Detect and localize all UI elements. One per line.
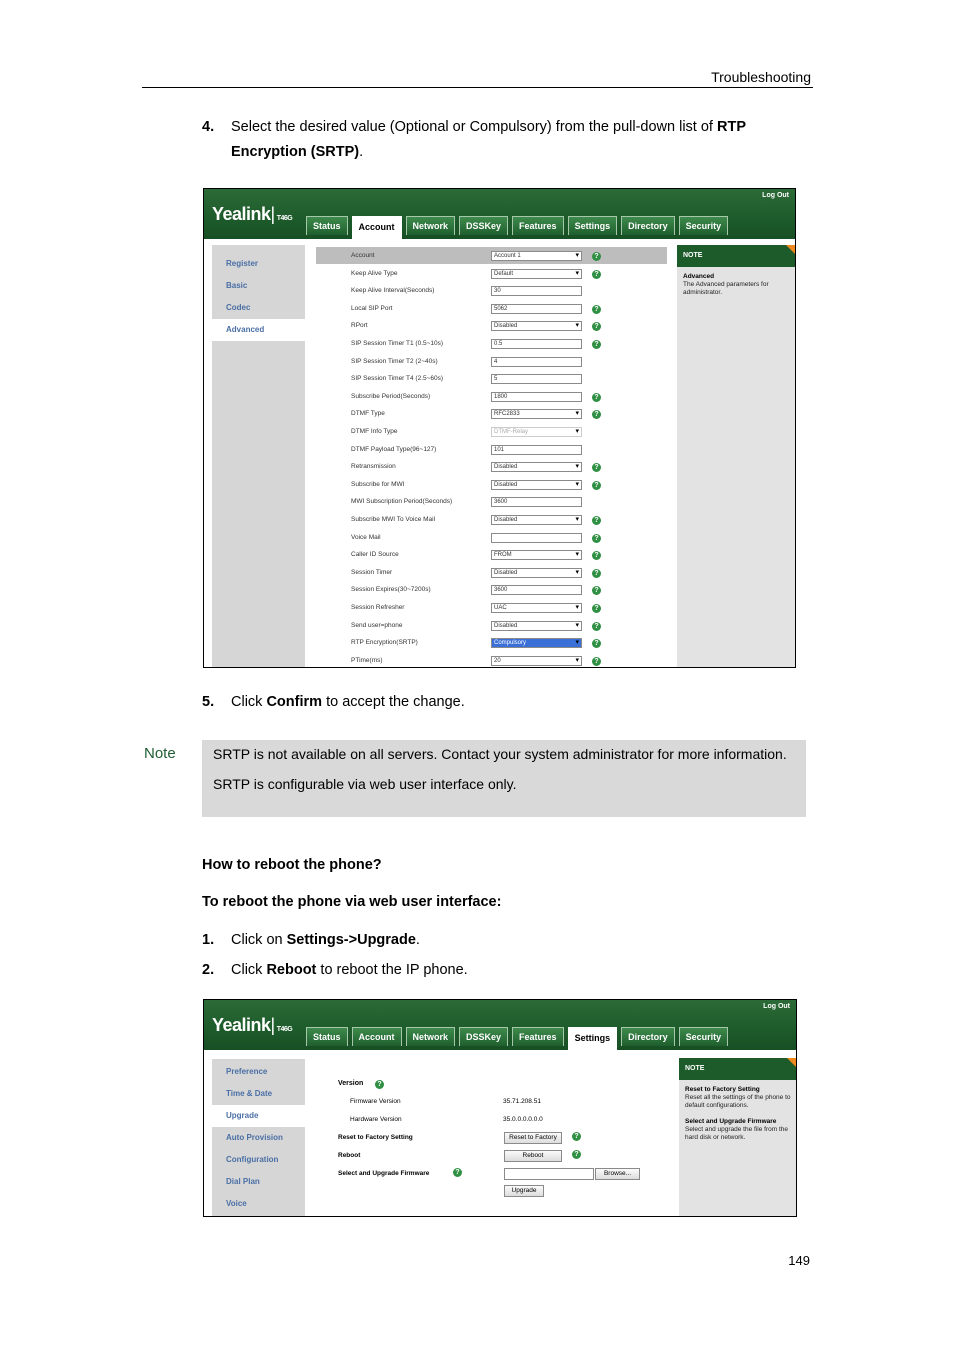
tab-status[interactable]: Status [306, 1027, 348, 1046]
sidebar-item-dial-plan[interactable]: Dial Plan [226, 1177, 260, 1186]
tab-account[interactable]: Account [352, 1027, 402, 1046]
note-panel [677, 245, 796, 668]
step-number: 1. [202, 932, 215, 948]
sidebar-item-time-date[interactable]: Time & Date [226, 1089, 273, 1098]
help-icon[interactable]: ? [592, 604, 601, 613]
upgrade-label: Select and Upgrade Firmware [338, 1170, 430, 1177]
help-icon[interactable]: ? [592, 516, 601, 525]
screenshot-account-advanced [203, 188, 796, 668]
form-row-label: DTMF Payload Type(96~127) [351, 445, 437, 453]
note-line: SRTP is configurable via web user interface only. [213, 776, 517, 792]
form-row-label: Send user=phone [351, 621, 403, 629]
note-label: Note [144, 745, 176, 762]
form-row-label: SIP Session Timer T2 (2~40s) [351, 357, 438, 365]
note-heading: Reset to Factory Setting [685, 1086, 760, 1093]
form-row-select[interactable]: RFC2833 ▾ [491, 409, 582, 419]
form-row-input[interactable]: 3600 [491, 585, 582, 595]
form-row-label: SIP Session Timer T1 (0.5~10s) [351, 340, 444, 347]
form-row-input[interactable]: 4 [491, 357, 582, 367]
note-title: NOTE [677, 245, 796, 267]
form-row-input[interactable]: 5062 [491, 304, 582, 314]
tab-settings[interactable]: Settings [568, 1027, 618, 1050]
help-icon[interactable]: ? [592, 322, 601, 331]
help-icon[interactable]: ? [592, 569, 601, 578]
main-tabs [306, 216, 728, 239]
form-row-select[interactable]: Compulsory ▾ [491, 638, 582, 648]
note-body [677, 267, 796, 303]
step-text [231, 928, 801, 953]
hardware-value: 35.0.0.0.0.0.0 [503, 1116, 543, 1123]
step-number: 4. [202, 119, 215, 135]
step-bold-text: RTP Encryption (SRTP) [231, 119, 746, 160]
form-row-label: DTMF Type [351, 410, 385, 418]
note-box [202, 740, 806, 817]
form-row-label: Session Expires(30~7200s) [351, 586, 431, 594]
tab-dsskey[interactable]: DSSKey [459, 1027, 508, 1046]
form-row-input[interactable]: 0.5 [491, 339, 582, 349]
form-row-input[interactable]: 1800 [491, 392, 582, 402]
help-icon[interactable]: ? [592, 393, 601, 402]
sidebar-item-advanced[interactable]: Advanced [212, 319, 305, 341]
running-header: Troubleshooting [711, 69, 811, 85]
step-bold-text: Confirm [266, 694, 323, 710]
help-icon[interactable]: ? [592, 534, 601, 543]
model-text: T46G [276, 215, 293, 222]
main-tabs [306, 1027, 728, 1050]
form-row-input[interactable]: 101 [491, 445, 582, 455]
help-icon[interactable]: ? [592, 481, 601, 490]
help-icon[interactable]: ? [592, 551, 601, 560]
tab-directory[interactable]: Directory [621, 216, 675, 235]
version-label: Version [338, 1080, 364, 1087]
form-row-select[interactable]: Disabled ▾ [491, 621, 582, 631]
form-row-label: Session Refresher [351, 604, 405, 611]
tab-security[interactable]: Security [679, 216, 729, 235]
tab-account[interactable]: Account [352, 216, 402, 239]
form-row-label: Voice Mail [351, 533, 381, 541]
reset-factory-button[interactable]: Reset to Factory [504, 1132, 562, 1144]
yealink-logo: Yealink| T46G [212, 1015, 293, 1035]
tab-security[interactable]: Security [679, 1027, 729, 1046]
form-row-input[interactable]: 5 [491, 374, 582, 384]
form-row-label: Caller ID Source [351, 551, 399, 559]
form-row-label: Keep Alive Type [351, 269, 398, 277]
sidebar [212, 1059, 305, 1217]
help-icon[interactable]: ? [592, 410, 601, 419]
tab-network[interactable]: Network [406, 1027, 456, 1046]
section-question: How to reboot the phone? [202, 857, 382, 873]
reboot-button[interactable]: Reboot [504, 1150, 562, 1162]
note-panel [679, 1058, 797, 1217]
reset-label: Reset to Factory Setting [338, 1134, 413, 1141]
form-row-select[interactable]: Disabled ▾ [491, 321, 582, 331]
note-body [679, 1080, 797, 1148]
help-icon[interactable]: ? [592, 252, 601, 261]
form-row-label: Local SIP Port [351, 304, 393, 312]
form-row-select[interactable]: Default ▾ [491, 269, 582, 279]
firmware-file-input[interactable] [504, 1168, 594, 1180]
firmware-value: 35.71.208.51 [503, 1098, 541, 1105]
page-number: 149 [788, 1253, 810, 1268]
sidebar-item-codec[interactable]: Codec [226, 303, 251, 312]
header-rule [142, 87, 813, 88]
form-row-select[interactable]: UAC ▾ [491, 603, 582, 613]
sidebar-item-voice[interactable]: Voice [226, 1199, 247, 1208]
form-row-label: DTMF Info Type [351, 428, 398, 435]
form-row-label: RPort [351, 322, 368, 330]
form-row-select[interactable]: Disabled ▾ [491, 515, 582, 525]
tab-network[interactable]: Network [406, 216, 456, 235]
form-row-select[interactable]: Disabled ▾ [491, 462, 582, 472]
tab-features[interactable]: Features [512, 1027, 564, 1046]
help-icon[interactable]: ? [592, 657, 601, 666]
help-icon[interactable]: ? [592, 639, 601, 648]
yealink-logo: Yealink| T46G [212, 204, 293, 224]
sidebar-item-upgrade[interactable]: Upgrade [212, 1105, 305, 1127]
help-icon[interactable]: ? [453, 1168, 462, 1177]
step-bold-text: Reboot [266, 962, 317, 978]
sidebar-item-preference[interactable]: Preference [226, 1067, 268, 1076]
note-text: Select and upgrade the file from the hard disk or network. [685, 1126, 788, 1141]
help-icon[interactable]: ? [375, 1080, 384, 1089]
form-row-input[interactable] [491, 533, 582, 543]
form-row-label: RTP Encryption(SRTP) [351, 639, 418, 647]
form-row-label: Subscribe Period(Seconds) [351, 392, 431, 400]
hardware-label: Hardware Version [350, 1116, 402, 1123]
note-heading: Select and Upgrade Firmware [685, 1118, 777, 1125]
upgrade-button[interactable]: Upgrade [504, 1185, 544, 1197]
step-number: 5. [202, 694, 215, 710]
form-row-select[interactable]: Disabled ▾ [491, 480, 582, 490]
tab-dsskey[interactable]: DSSKey [459, 216, 508, 235]
note-text: Reset all the settings of the phone to default configurations. [685, 1094, 791, 1109]
help-icon[interactable]: ? [592, 622, 601, 631]
help-icon[interactable]: ? [592, 305, 601, 314]
form-row-select[interactable]: FROM ▾ [491, 550, 582, 560]
form-row-select[interactable]: 20 ▾ [491, 656, 582, 666]
note-title: NOTE [679, 1058, 797, 1080]
section-subheading: To reboot the phone via web user interface: [202, 894, 502, 910]
help-icon[interactable]: ? [572, 1132, 581, 1141]
browse-button[interactable]: Browse... [595, 1168, 640, 1180]
form-row-label: SIP Session Timer T4 (2.5~60s) [351, 375, 444, 383]
form-row-label: Subscribe for MWI [351, 480, 405, 488]
form-row-label: PTime(ms) [351, 656, 383, 664]
note-line: SRTP is not available on all servers. Contact your system administrator for more information. [213, 746, 787, 762]
step-text [231, 690, 801, 715]
sidebar-item-register[interactable]: Register [226, 259, 259, 268]
sidebar-item-auto-provision[interactable]: Auto Provision [226, 1133, 283, 1142]
form-row-label: Account [351, 252, 375, 259]
sidebar-item-basic[interactable]: Basic [226, 281, 248, 290]
model-text: T46G [276, 1026, 293, 1033]
step-text-part: . [359, 144, 364, 160]
step-number: 2. [202, 962, 215, 978]
logout-link[interactable]: Log Out [762, 192, 789, 199]
form-row-select[interactable]: Disabled ▾ [491, 568, 582, 578]
form-row-label: Retransmission [351, 463, 396, 471]
logout-link[interactable]: Log Out [763, 1003, 790, 1010]
step-text [231, 958, 801, 983]
tab-settings[interactable]: Settings [568, 216, 618, 235]
note-text: The Advanced parameters for administrator. [683, 281, 769, 296]
form-row-input[interactable]: 30 [491, 286, 582, 296]
step-text-part: . [415, 932, 420, 948]
help-icon[interactable]: ? [592, 340, 601, 349]
form-row-label: Keep Alive Interval(Seconds) [351, 287, 435, 295]
help-icon[interactable]: ? [592, 586, 601, 595]
screenshot-settings-upgrade [203, 999, 797, 1217]
note-heading: Advanced [683, 273, 715, 280]
step-text [231, 115, 801, 165]
form-row-label: Session Timer [351, 568, 393, 576]
step-text-part: Click [231, 962, 267, 978]
logo-text: Yealink [212, 204, 271, 224]
tab-features[interactable]: Features [512, 216, 564, 235]
step-text-part: Click on [231, 932, 287, 948]
sidebar [212, 245, 305, 667]
web-topbar [204, 1000, 796, 1050]
sidebar-item-configuration[interactable]: Configuration [226, 1155, 279, 1164]
logo-text: Yealink [212, 1015, 271, 1035]
step-text-part: to accept the change. [322, 694, 465, 710]
help-icon[interactable]: ? [592, 463, 601, 472]
step-text-part: Click [231, 694, 267, 710]
help-icon[interactable]: ? [572, 1150, 581, 1159]
tab-directory[interactable]: Directory [621, 1027, 675, 1046]
help-icon[interactable]: ? [592, 270, 601, 279]
tab-status[interactable]: Status [306, 216, 348, 235]
form-row-select[interactable]: DTMF-Relay ▾ [491, 427, 582, 437]
step-text-part: Select the desired value (Optional or Compulsory) from the pull-down list of [231, 119, 717, 135]
reboot-label: Reboot [338, 1152, 361, 1159]
form-row-label: MWI Subscription Period(Seconds) [351, 498, 453, 506]
form-row-label: Subscribe MWI To Voice Mail [351, 516, 436, 523]
web-topbar [204, 189, 795, 239]
step-text-part: to reboot the IP phone. [316, 962, 468, 978]
form-row-select[interactable]: Account 1 ▾ [491, 251, 582, 261]
firmware-label: Firmware Version [350, 1098, 401, 1105]
step-bold-text: Settings->Upgrade [286, 932, 416, 948]
form-row-input[interactable]: 3600 [491, 497, 582, 507]
